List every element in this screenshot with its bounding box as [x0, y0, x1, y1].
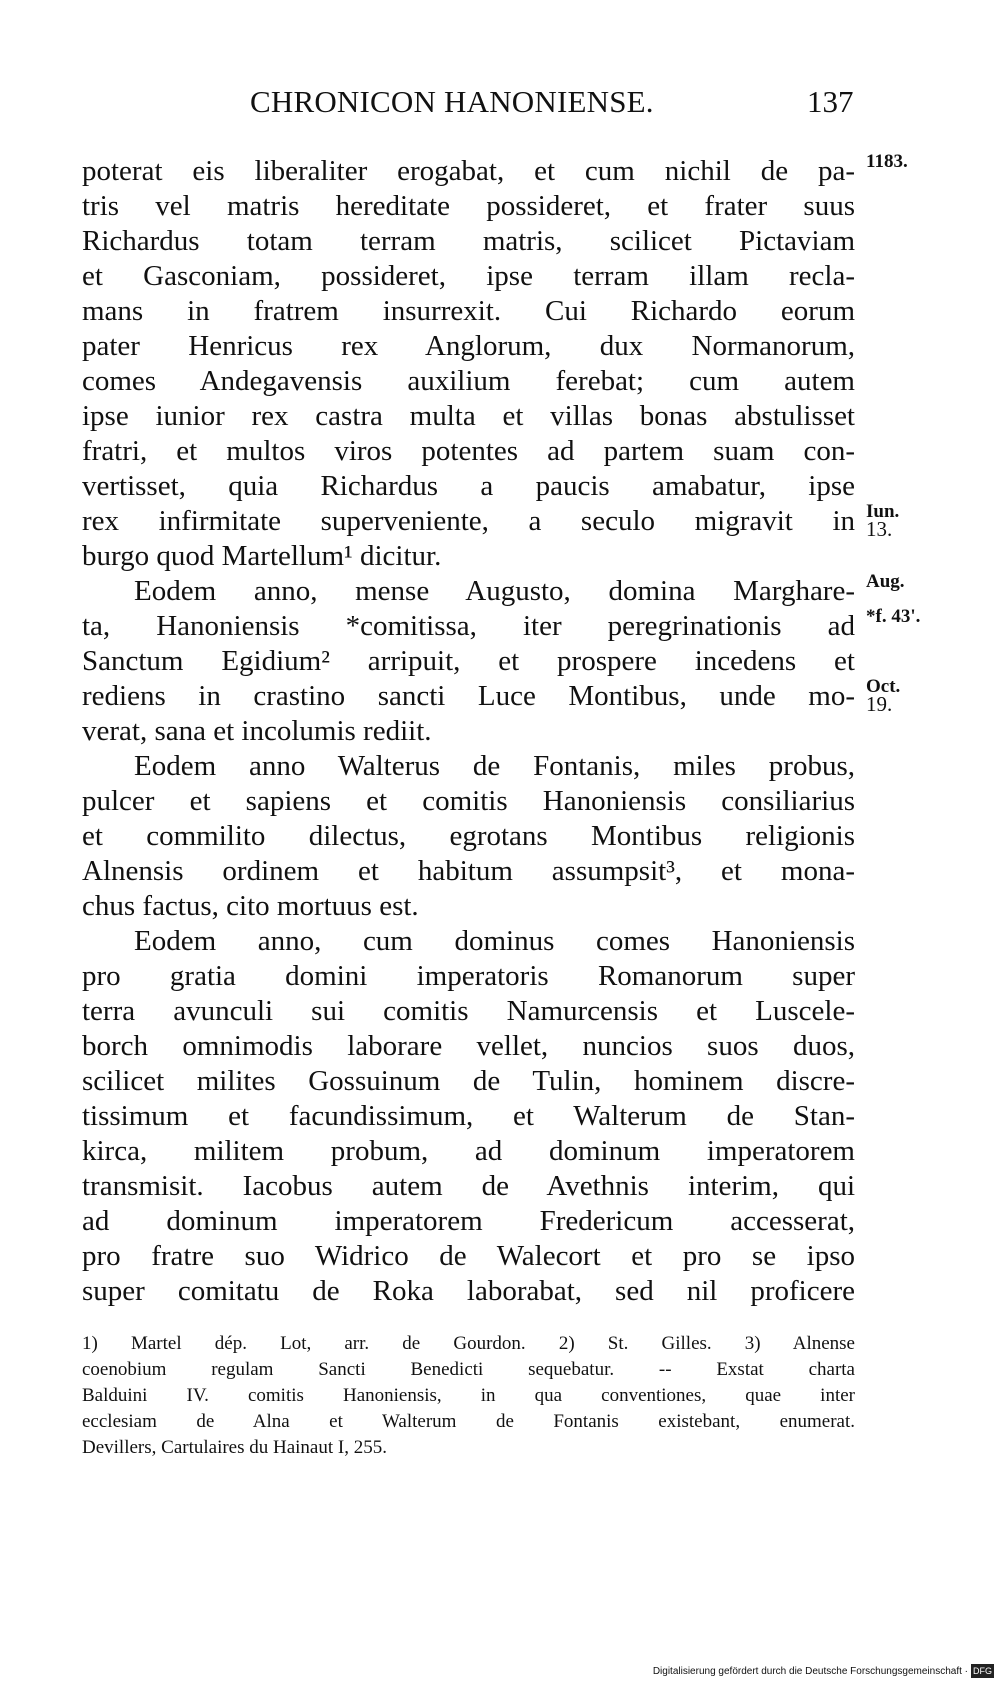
text-line	[82, 151, 908, 189]
text-line-content: pater Henricus rex Anglorum, dux Normanorum,	[82, 330, 855, 362]
text-line	[82, 571, 905, 609]
text-line	[82, 1099, 855, 1134]
body-text	[82, 151, 921, 1309]
text-line-content: pro gratia domini imperatoris Romanorum super	[82, 960, 855, 992]
text-line-content: Alnensis ordinem et habitum assumpsit³, et mona-	[82, 855, 855, 887]
text-line	[82, 784, 855, 819]
text-line	[82, 189, 855, 224]
footnote-line: Balduini IV. comitis Hanoniensis, in qua conventiones, quae inter	[82, 1385, 855, 1406]
text-line-content: tris vel matris hereditate possideret, et frater suus	[82, 190, 855, 222]
text-line	[82, 1169, 855, 1204]
margin-note: Aug.	[866, 571, 905, 592]
text-line	[82, 749, 855, 784]
footnote-line: Devillers, Cartulaires du Hainaut I, 255.	[82, 1437, 387, 1458]
text-line-content: pulcer et sapiens et comitis Hanoniensis consiliarius	[82, 785, 855, 817]
margin-note: 19.	[866, 692, 893, 716]
footnotes	[82, 1331, 855, 1461]
text-line	[82, 606, 921, 644]
text-line-content: pro fratre suo Widrico de Walecort et pro se ipso	[82, 1240, 855, 1272]
text-line	[82, 294, 855, 329]
text-line	[82, 224, 855, 259]
margin-note: Oct.	[866, 676, 901, 697]
text-line-content: Sanctum Egidium² arripuit, et prospere incedens et	[82, 645, 855, 677]
footnote-line: ecclesiam de Alna et Walterum de Fontanis existebant, enumerat.	[82, 1411, 855, 1432]
text-line	[82, 1204, 855, 1239]
text-line-content: Richardus totam terram matris, scilicet Pictaviam	[82, 225, 855, 257]
running-title: CHRONICON HANONIENSE.	[250, 84, 654, 119]
text-line-content: ipse iunior rex castra multa et villas bonas abstulisset	[82, 400, 855, 432]
text-line	[82, 714, 855, 749]
text-line-content: verat, sana et incolumis rediit.	[82, 715, 432, 747]
text-line-content: super comitatu de Roka laborabat, sed nil proficere	[82, 1275, 855, 1307]
text-line-content: transmisit. Iacobus autem de Avethnis interim, qui	[82, 1170, 855, 1202]
text-line	[82, 1064, 855, 1099]
margin-note: *f. 43'.	[866, 606, 921, 627]
margin-note: 1183.	[866, 151, 908, 172]
text-line	[82, 329, 855, 364]
text-line-content: et commilito dilectus, egrotans Montibus religionis	[82, 820, 855, 852]
text-line-content: poterat eis liberaliter erogabat, et cum nichil de pa-	[82, 155, 855, 187]
text-line-content: rex infirmitate superveniente, a seculo migravit in	[82, 505, 855, 537]
digitization-credit	[653, 1664, 994, 1679]
text-line-content: terra avunculi sui comitis Namurcensis et Luscele-	[82, 995, 855, 1027]
text-line	[82, 676, 901, 716]
footnote-line: 1) Martel dép. Lot, arr. de Gourdon. 2) St. Gilles. 3) Alnense	[82, 1333, 855, 1354]
text-line	[82, 644, 855, 679]
text-line-content: fratri, et multos viros potentes ad partem suam con-	[82, 435, 855, 467]
text-line	[82, 259, 855, 294]
dfg-logo: DFG	[973, 1666, 992, 1676]
text-line	[82, 854, 855, 889]
text-line-content: Eodem anno Walterus de Fontanis, miles probus,	[134, 750, 855, 782]
text-line	[82, 994, 855, 1029]
text-line	[82, 1134, 855, 1169]
margin-note: 13.	[866, 517, 893, 541]
text-line	[82, 924, 855, 959]
text-line-content: borch omnimodis laborare vellet, nuncios suos duos,	[82, 1030, 855, 1062]
text-line-content: rediens in crastino sancti Luce Montibus, unde mo-	[82, 680, 855, 712]
text-line-content: kirca, militem probum, ad dominum imperatorem	[82, 1135, 855, 1167]
text-line-content: scilicet milites Gossuinum de Tulin, hominem discre-	[82, 1065, 855, 1097]
text-line	[82, 1274, 855, 1309]
margin-note: Iun.	[866, 501, 900, 522]
text-line-content: ad dominum imperatorem Fredericum accesserat,	[82, 1205, 855, 1237]
credit-text: Digitalisierung gefördert durch die Deutsche Forschungsgemeinschaft ·	[652, 1666, 968, 1677]
text-line	[82, 1239, 855, 1274]
text-line	[82, 399, 855, 434]
text-line-content: tissimum et facundissimum, et Walterum de Stan-	[82, 1100, 855, 1132]
text-line	[82, 539, 855, 574]
text-line	[82, 1029, 855, 1064]
text-line-content: burgo quod Martellum¹ dicitur.	[82, 540, 442, 572]
page-header	[0, 82, 1000, 122]
footnote-line: coenobium regulam Sancti Benedicti sequebatur. -- Exstat charta	[82, 1359, 855, 1380]
page-number: 137	[807, 84, 854, 119]
text-line	[82, 959, 855, 994]
text-line	[82, 819, 855, 854]
text-line	[82, 364, 855, 399]
text-line-content: comes Andegavensis auxilium ferebat; cum autem	[82, 365, 855, 397]
text-line	[82, 469, 855, 504]
text-line-content: chus factus, cito mortuus est.	[82, 890, 419, 922]
text-line-content: Eodem anno, mense Augusto, domina Marghare-	[134, 575, 855, 607]
text-line	[82, 434, 855, 469]
text-line-content: et Gasconiam, possideret, ipse terram illam recla-	[82, 260, 855, 292]
text-line	[82, 889, 855, 924]
text-line	[82, 501, 900, 541]
text-line-content: vertisset, quia Richardus a paucis amabatur, ipse	[82, 470, 855, 502]
text-line-content: ta, Hanoniensis *comitissa, iter peregrinationis ad	[82, 610, 855, 642]
text-line-content: mans in fratrem insurrexit. Cui Richardo eorum	[82, 295, 855, 327]
text-line-content: Eodem anno, cum dominus comes Hanoniensis	[134, 925, 855, 957]
